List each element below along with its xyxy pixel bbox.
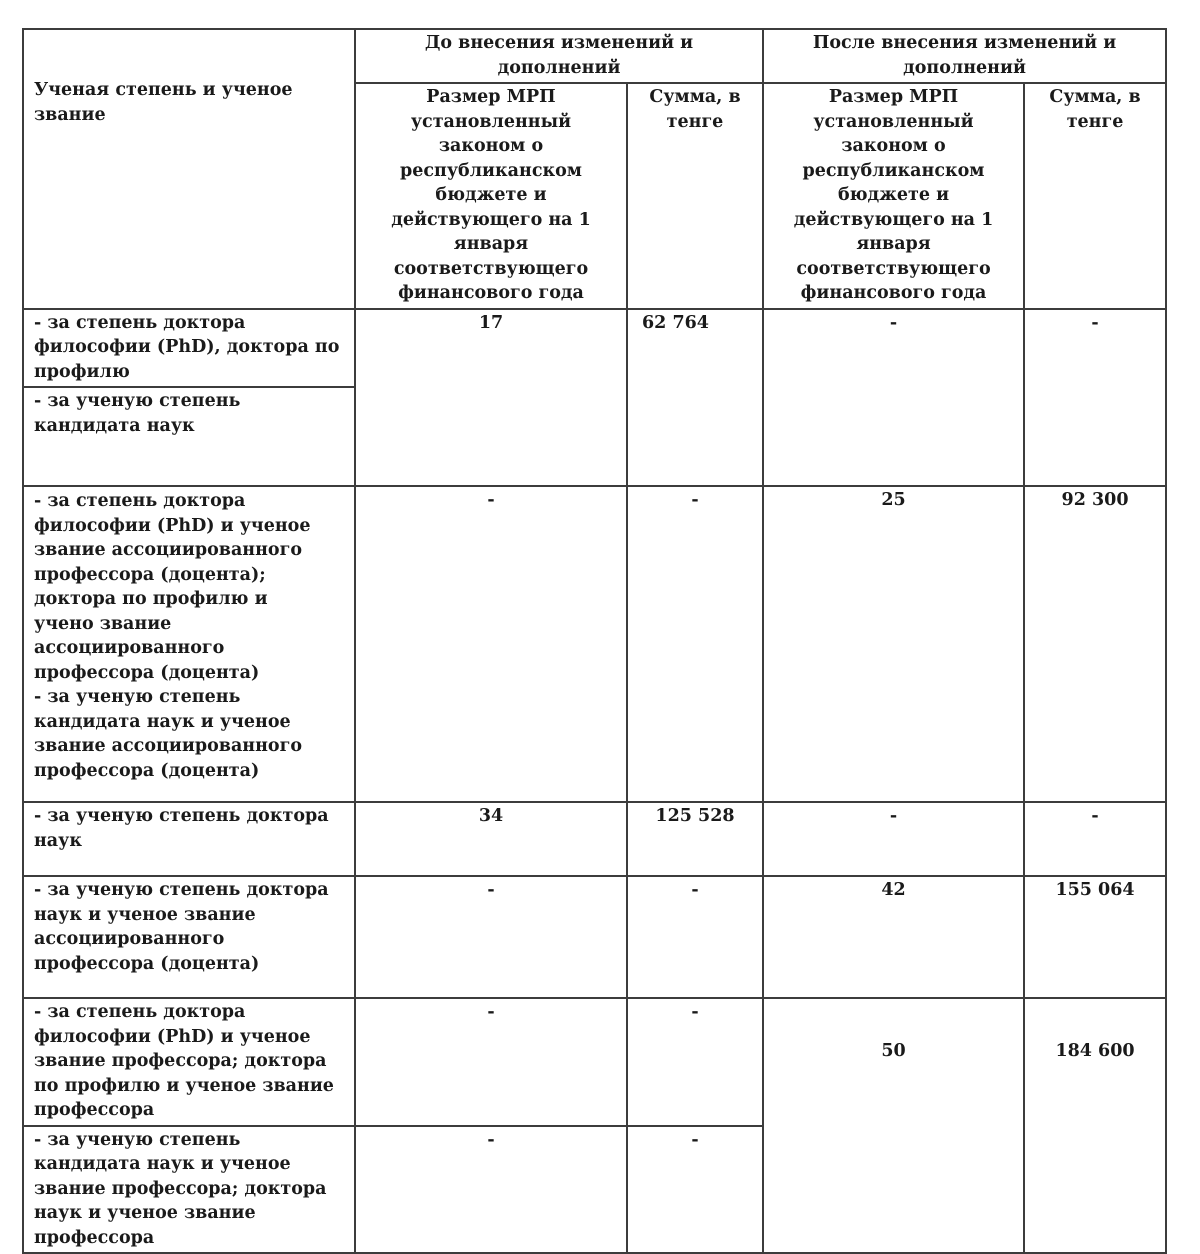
- allowance-table: [22, 28, 1167, 1254]
- cell-mrp-before: -: [355, 998, 627, 1126]
- row-label-doctor-sciences: - за ученую степень доктора наук: [23, 802, 355, 876]
- cell-mrp-after: -: [763, 309, 1024, 487]
- cell-sum-after: 184 600: [1024, 998, 1166, 1253]
- cell-mrp-before: 17: [355, 309, 627, 487]
- cell-mrp-before: -: [355, 876, 627, 998]
- cell-mrp-after: 25: [763, 486, 1024, 802]
- header-after-group: После внесения изменений и дополнений: [763, 29, 1166, 83]
- header-sum-after: Сумма, в тенге: [1024, 83, 1166, 309]
- row-label-phd-profile: - за степень доктора философии (PhD), доктора по профилю: [23, 309, 355, 388]
- row-label-doctor-assoc-prof: - за ученую степень доктора наук и ученое звание ассоциированного профессора (доцента): [23, 876, 355, 998]
- cell-sum-after: 92 300: [1024, 486, 1166, 802]
- table-row: [23, 998, 1166, 1126]
- header-row-groups: [23, 29, 1166, 83]
- row-label-phd-professor: - за степень доктора философии (PhD) и ученое звание профессора; доктора по профилю и ученое звание профессора: [23, 998, 355, 1126]
- cell-sum-after: -: [1024, 309, 1166, 487]
- row-label-candidate-professor: - за ученую степень кандидата наук и ученое звание профессора; доктора наук и ученое звание профессора: [23, 1126, 355, 1254]
- cell-sum-before: -: [627, 998, 763, 1126]
- cell-sum-before: 125 528: [627, 802, 763, 876]
- row-label-candidate: - за ученую степень кандидата наук: [23, 387, 355, 486]
- cell-mrp-before: -: [355, 1126, 627, 1254]
- cell-sum-before: -: [627, 876, 763, 998]
- cell-mrp-after: -: [763, 802, 1024, 876]
- table-row: [23, 876, 1166, 998]
- header-degree-column: Ученая степень и ученое звание: [23, 29, 355, 309]
- cell-mrp-after: 42: [763, 876, 1024, 998]
- header-mrp-after: Размер МРП установленный законом о республиканском бюджете и действующего на 1 января соответствующего финансового года: [763, 83, 1024, 309]
- row-label-phd-assoc-prof: - за степень доктора философии (PhD) и ученое звание ассоциированного профессора (доцента); доктора по профилю и учено звание ассоциированного профессора (доцента) - за ученую степень кандидата наук и ученое звание ассоциированного профессора (доцента): [23, 486, 355, 802]
- cell-sum-after: -: [1024, 802, 1166, 876]
- cell-mrp-before: -: [355, 486, 627, 802]
- cell-sum-before: -: [627, 1126, 763, 1254]
- table-row: [23, 802, 1166, 876]
- cell-sum-before: -: [627, 486, 763, 802]
- header-sum-before: Сумма, в тенге: [627, 83, 763, 309]
- table-row: [23, 309, 1166, 388]
- cell-mrp-before: 34: [355, 802, 627, 876]
- cell-sum-after: 155 064: [1024, 876, 1166, 998]
- header-before-group: До внесения изменений и дополнений: [355, 29, 763, 83]
- cell-mrp-after: 50: [763, 998, 1024, 1253]
- header-mrp-before: Размер МРП установленный законом о республиканском бюджете и действующего на 1 января соответствующего финансового года: [355, 83, 627, 309]
- cell-sum-before: 62 764: [627, 309, 763, 487]
- table-row: [23, 486, 1166, 802]
